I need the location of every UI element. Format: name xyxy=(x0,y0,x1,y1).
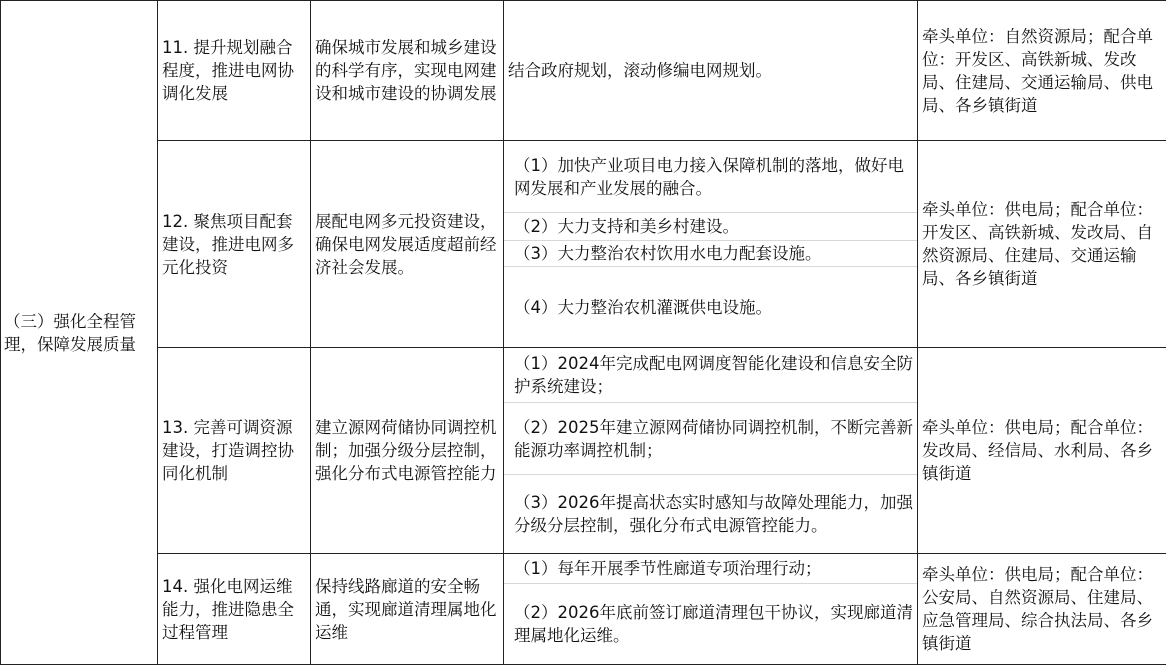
item-cell: 12. 聚焦项目配套建设，推进电网多元化投资 xyxy=(158,141,311,348)
category-cell: （三）强化全程管理，保障发展质量 xyxy=(1,1,158,665)
item-cell: 13. 完善可调资源建设，打造调控协同化机制 xyxy=(158,348,311,554)
units-cell: 牵头单位：供电局；配合单位：公安局、自然资源局、住建局、应急管理局、综合执法局、各乡镇街道 xyxy=(918,554,1166,665)
measure-item: （2）2026年底前签订廊道清理包干协议，实现廊道清理属地化运维。 xyxy=(514,603,913,645)
goal-cell: 展配电网多元投资建设，确保电网发展适度超前经济社会发展。 xyxy=(311,141,504,348)
measures-cell xyxy=(504,554,918,665)
goal-cell: 确保城市发展和城乡建设的科学有序，实现电网建设和城市建设的协调发展 xyxy=(311,1,504,141)
item-cell: 11. 提升规划融合程度，推进电网协调化发展 xyxy=(158,1,311,141)
measure-item: （3）大力整治农村饮用水电力配套设施。 xyxy=(504,241,917,267)
goal-cell: 保持线路廊道的安全畅通，实现廊道清理属地化运维 xyxy=(311,554,504,665)
measures-cell xyxy=(504,348,918,554)
measure-item: （4）大力整治农机灌溉供电设施。 xyxy=(514,297,772,317)
measure-item: （1）加快产业项目电力接入保障机制的落地，做好电网发展和产业发展的融合。 xyxy=(504,141,917,213)
measure-item: （1）每年开展季节性廊道专项治理行动； xyxy=(504,554,917,584)
units-cell: 牵头单位：自然资源局；配合单位：开发区、高铁新城、发改局、住建局、交通运输局、供电局、各乡镇街道 xyxy=(918,1,1166,141)
table-row xyxy=(1,554,1166,665)
measures-cell xyxy=(504,141,918,348)
table-row xyxy=(1,348,1166,554)
units-cell: 牵头单位：供电局；配合单位：发改局、经信局、水利局、各乡镇街道 xyxy=(918,348,1166,554)
measure-item: （1）2024年完成配电网调度智能化建设和信息安全防护系统建设； xyxy=(504,348,917,403)
table-row xyxy=(1,1,1166,141)
item-cell: 14. 强化电网运维能力，推进隐患全过程管理 xyxy=(158,554,311,665)
goal-cell: 建立源网荷储协同调控机制；加强分级分层控制，强化分布式电源管控能力 xyxy=(311,348,504,554)
measure-item: （2）大力支持和美乡村建设。 xyxy=(504,213,917,241)
units-cell: 牵头单位：供电局；配合单位：开发区、高铁新城、发改局、自然资源局、住建局、交通运输局、各乡镇街道 xyxy=(918,141,1166,348)
measure-cell: 结合政府规划，滚动修编电网规划。 xyxy=(504,1,918,141)
measure-item: （3）2026年提高状态实时感知与故障处理能力，加强分级分层控制，强化分布式电源管控能力。 xyxy=(514,493,913,535)
table-row xyxy=(1,141,1166,348)
measure-item: （2）2025年建立源网荷储协同调控机制，不断完善新能源功率调控机制； xyxy=(504,403,917,475)
